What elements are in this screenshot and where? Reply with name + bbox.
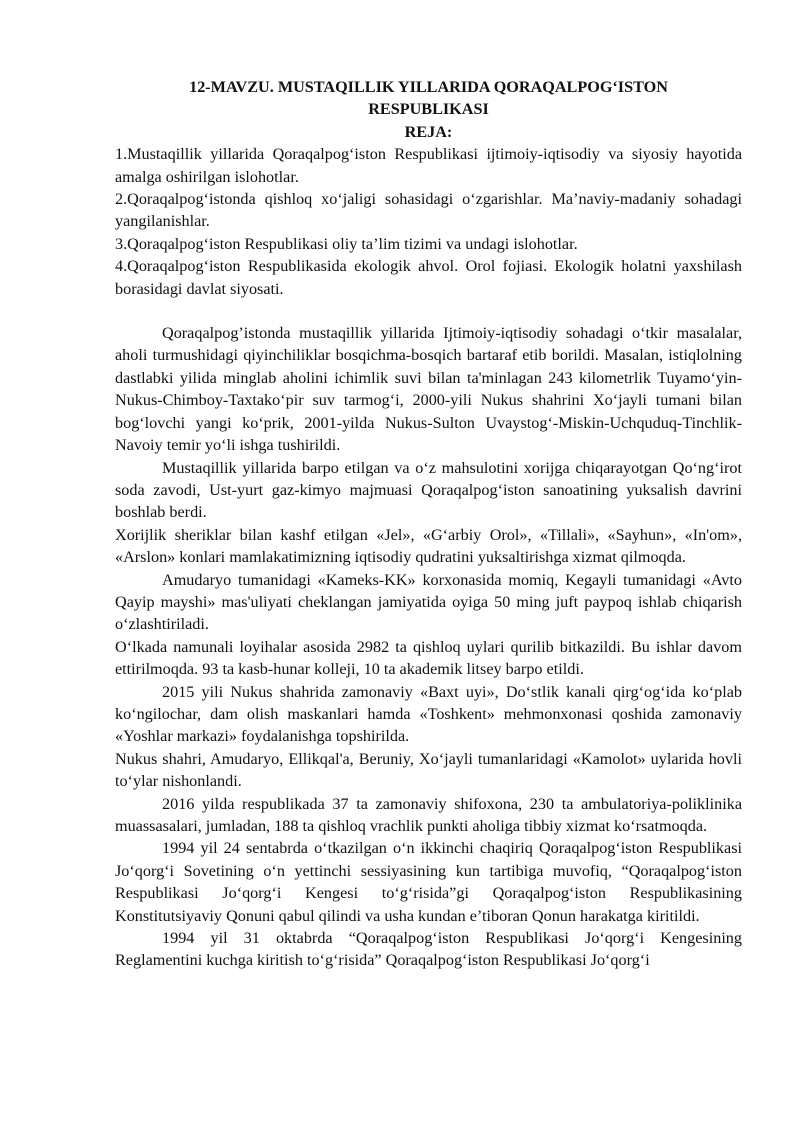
body-paragraph: O‘lkada namunali loyihalar asosida 2982 ta qishloq uylari qurilib bitkazildi. Bu ishlar davom ettirilmoqda. 93 ta kasb-hunar kolleji, 10 ta akademik litsey barpo etildi. <box>115 637 742 679</box>
plan-item: 2.Qoraqalpog‘istonda qishloq xo‘jaligi sohasidagi o‘zgarishlar. Ma’naviy-madaniy sohadagi yangilanishlar. <box>115 190 742 231</box>
body-paragraph: Mustaqillik yillarida barpo etilgan va o‘z mahsulotini xorijga chiqarayotgan Qo‘ng‘irot soda zavodi, Ust-yurt gaz-kimyo majmuasi Qoraqalpog‘iston sanoatining yuksalish davrini boshlab berdi. <box>115 458 742 522</box>
document-title-line2: RESPUBLIKASI <box>368 100 489 119</box>
document-page <box>115 76 742 972</box>
body-paragraph: 1994 yil 31 oktabrda “Qoraqalpog‘iston Respublikasi Jo‘qorg‘i Kengesining Reglamentini kuchga kiritish to‘g‘risida” Qoraqalpog‘iston Respublikasi Jo‘qorg‘i <box>115 929 742 970</box>
body-paragraph: 2015 yili Nukus shahrida zamonaviy «Baxt uyi», Do‘stlik kanali qirg‘og‘ida ko‘plab ko‘ngilochar, dam olish maskanlari hamda «Toshkent» mehmonxonasi qoshida zamonaviy «Yoshlar markazi» foydalanishga topshirilda. <box>115 682 742 746</box>
plan-heading: REJA: <box>404 122 453 141</box>
plan-item: 3.Qoraqalpog‘iston Respublikasi oliy ta’lim tizimi va undagi islohotlar. <box>115 234 578 253</box>
body-paragraph: Amudaryo tumanidagi «Kameks-KK» korxonasida momiq, Kegayli tumanidagi «Avto Qayip mayshi» mas'uliyati cheklangan jamiyatida oyiga 50 ming juft paypoq ishlab chiqarish o‘zlashtiriladi. <box>115 570 742 634</box>
body-paragraph: Nukus shahri, Amudaryo, Ellikqal'a, Beruniy, Xo‘jayli tumanlaridagi «Kamolot» uylarida hovli to‘ylar nishonlandi. <box>115 749 742 791</box>
plan-item: 1.Mustaqillik yillarida Qoraqalpog‘iston Respublikasi ijtimoiy-iqtisodiy va siyosiy hayotida amalga oshirilgan islohotlar. <box>115 145 742 186</box>
section-spacer <box>115 300 742 322</box>
plan-item: 4.Qoraqalpog‘iston Respublikasida ekologik ahvol. Orol fojiasi. Ekologik holatni yaxshilash borasidagi davlat siyosati. <box>115 257 742 298</box>
body-paragraph: 2016 yilda respublikada 37 ta zamonaviy shifoxona, 230 ta ambulatoriya-poliklinika muassasalari, jumladan, 188 ta qishloq vrachlik punkti aholiga tibbiy xizmat ko‘rsatmoqda. <box>115 794 742 835</box>
body-paragraph: 1994 yil 24 sentabrda o‘tkazilgan o‘n ikkinchi chaqiriq Qoraqalpog‘iston Respublikasi Jo‘qorg‘i Sovetining o‘n yettinchi sessiyasining kun tartibiga muvofiq, “Qoraqalpog‘iston Respublikasi Jo‘qorg‘i Kengesi to‘g‘risida”gi Qoraqalpog‘iston Respublikasining Konstitutsiyaviy Qonuni qabul qilindi va usha kundan e’tiboran Qonun harakatga kiritildi. <box>115 839 742 925</box>
document-title-line1: 12-MAVZU. MUSTAQILLIK YILLARIDA QORAQALPOG‘ISTON <box>189 78 668 96</box>
body-paragraph: Xorijlik sheriklar bilan kashf etilgan «Jel», «G‘arbiy Orol», «Tillali», «Sayhun», «In'om», «Arslon» konlari mamlakatimizning iqtisodiy qudratini yuksaltirishga xizmat qilmoqda. <box>115 525 742 567</box>
body-paragraph: Qoraqalpog’istonda mustaqillik yillarida Ijtimoiy-iqtisodiy sohadagi o‘tkir masalalar, aholi turmushidagi qiyinchiliklar bosqichma-bosqich bartaraf etib borildi. Masalan, istiqlolning dastlabki yilida minglab aholini ichimlik suvi bilan ta'minlagan 243 kilometrlik Tuyamo‘yin-Nukus-Chimboy-Taxtako‘pir suv tarmog‘i, 2000-yili Nukus shahrini Xo‘jayli tumani bilan bog‘lovchi yangi ko‘prik, 2001-yilda Nukus-Sulton Uvaystog‘-Miskin-Uchquduq-Tinchlik-Navoiy temir yo‘li ishga tushirildi. <box>115 324 742 455</box>
